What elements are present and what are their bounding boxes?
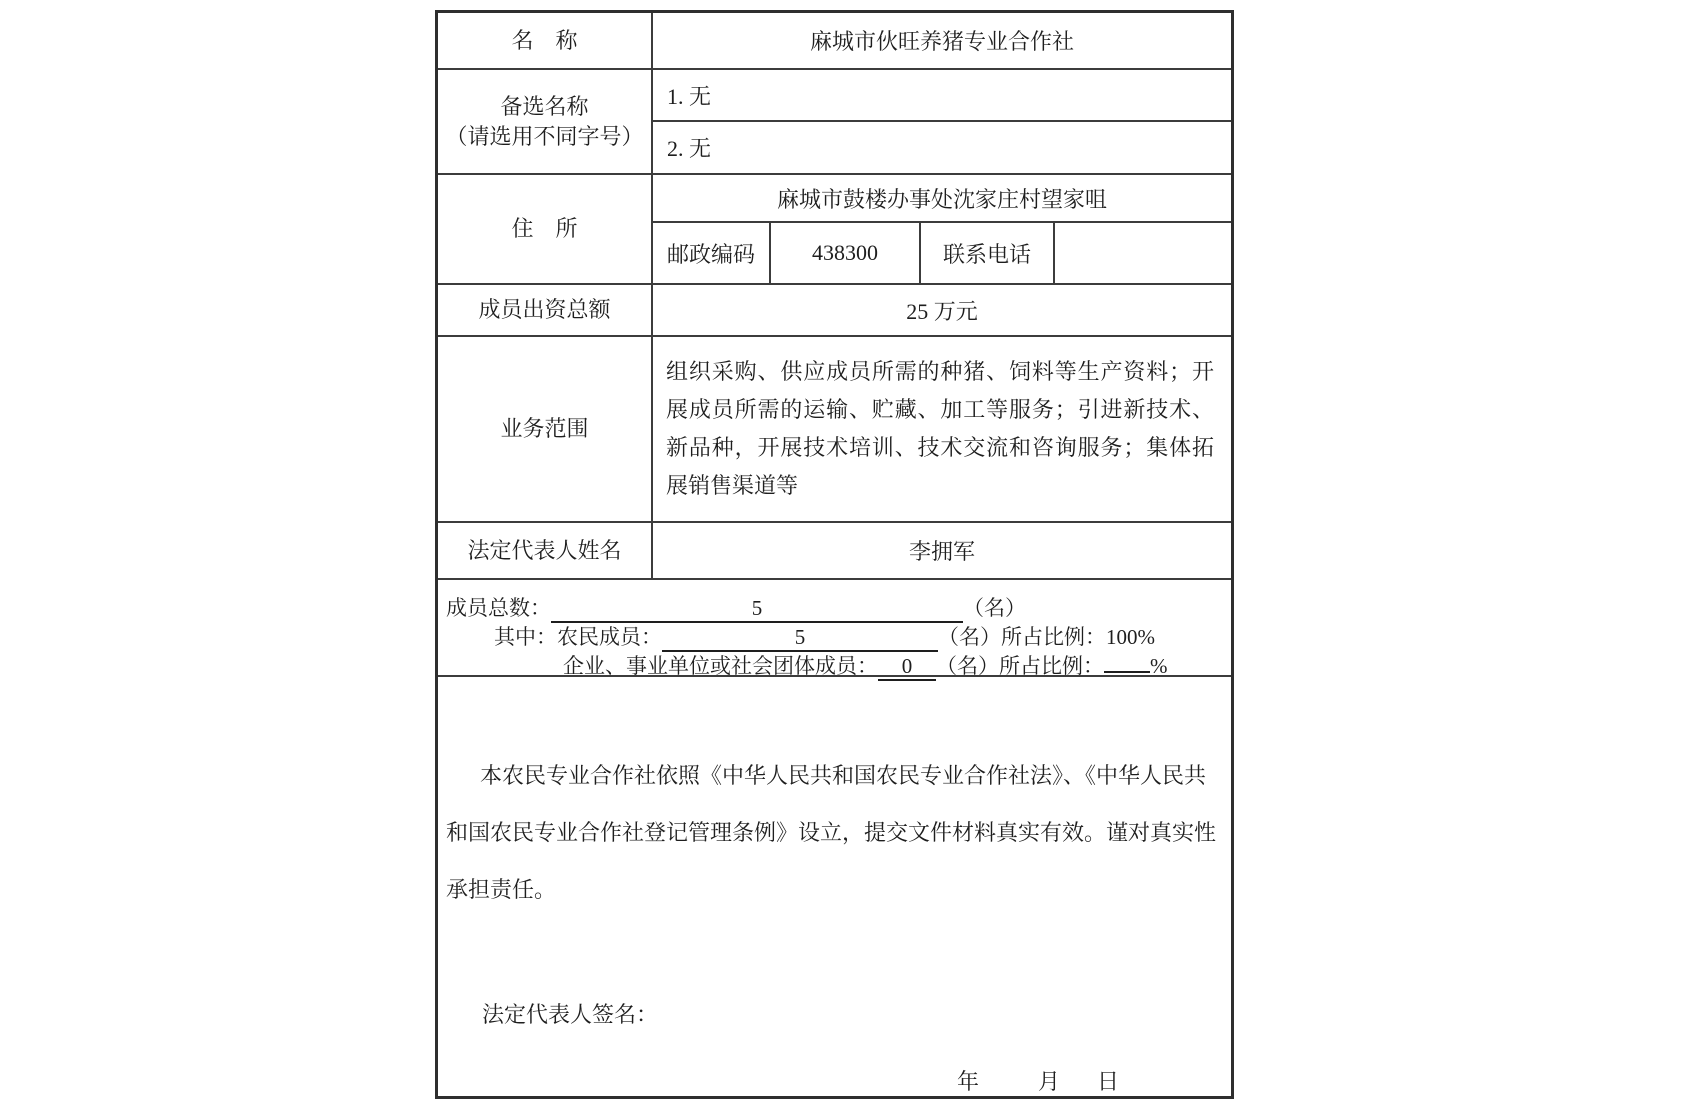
date-line	[957, 1065, 1119, 1096]
legal-rep-value: 李拥军	[908, 539, 975, 564]
alt-name-1: 1. 无	[653, 70, 1231, 122]
members-farmer-unit: （名）所占比例：	[938, 625, 1106, 649]
registration-form-table	[435, 10, 1234, 1099]
alt-name-2: 2. 无	[667, 136, 712, 161]
postal-code-label: 邮政编码	[653, 223, 771, 283]
name-row	[438, 13, 1231, 70]
members-org-label: 企业、事业单位或社会团体成员：	[563, 654, 878, 678]
members-section	[438, 580, 1231, 677]
members-farmer-label: 其中：农民成员：	[494, 625, 662, 649]
percent-sign: %	[1150, 654, 1168, 678]
alt-names-label-line2: （请选用不同字号）	[445, 123, 644, 149]
date-year-label: 年	[956, 1069, 979, 1094]
members-org-ratio-blank	[1104, 671, 1150, 673]
address-label: 住 所	[438, 175, 653, 283]
business-scope-value: 组织采购、供应成员所需的种猪、饲料等生产资料；开展成员所需的运输、贮藏、加工等服务；引进新技术、新品种，开展技术培训、技术交流和咨询服务；集体拓展销售渠道等	[666, 359, 1214, 498]
signature-label: 法定代表人签名：	[482, 1002, 659, 1027]
members-total-line	[446, 592, 1231, 621]
members-total-blank: 5	[551, 596, 963, 623]
members-total-label: 成员总数：	[446, 596, 551, 620]
name-value: 麻城市伙旺养猪专业合作社	[809, 29, 1074, 54]
postal-subrow	[653, 223, 1231, 283]
capital-value: 25 万元	[906, 298, 978, 324]
date-month-label: 月	[1037, 1069, 1060, 1094]
business-scope-label: 业务范围	[438, 337, 653, 521]
capital-row	[438, 285, 1231, 337]
phone-label: 联系电话	[921, 223, 1055, 283]
declaration-text: 本农民专业合作社依照《中华人民共和国农民专业合作社法》、《中华人民共和国农民专业合作社登记管理条例》设立，提交文件材料真实有效。谨对真实性承担责任。	[446, 763, 1217, 902]
name-label: 名 称	[438, 13, 653, 68]
alt-names-row	[438, 70, 1231, 175]
members-org-unit: （名）所占比例：	[936, 654, 1104, 678]
business-scope-row	[438, 337, 1231, 523]
date-day-label: 日	[1096, 1069, 1119, 1094]
members-total-unit: （名）	[963, 596, 1026, 620]
alt-names-label	[438, 70, 653, 173]
legal-rep-label: 法定代表人姓名	[438, 523, 653, 578]
declaration-section	[438, 677, 1231, 1096]
members-org-line	[563, 650, 1231, 679]
legal-rep-row	[438, 523, 1231, 580]
capital-label: 成员出资总额	[438, 285, 653, 335]
members-farmer-line	[494, 621, 1231, 650]
phone-value	[1055, 223, 1231, 283]
address-row	[438, 175, 1231, 285]
members-farmer-ratio: 100%	[1106, 625, 1155, 649]
address-value: 麻城市鼓楼办事处沈家庄村望家咀	[653, 175, 1231, 223]
members-farmer-blank: 5	[662, 625, 938, 652]
postal-code-value: 438300	[771, 223, 921, 283]
members-org-blank: 0	[878, 654, 936, 681]
alt-names-label-line1: 备选名称	[500, 93, 589, 119]
